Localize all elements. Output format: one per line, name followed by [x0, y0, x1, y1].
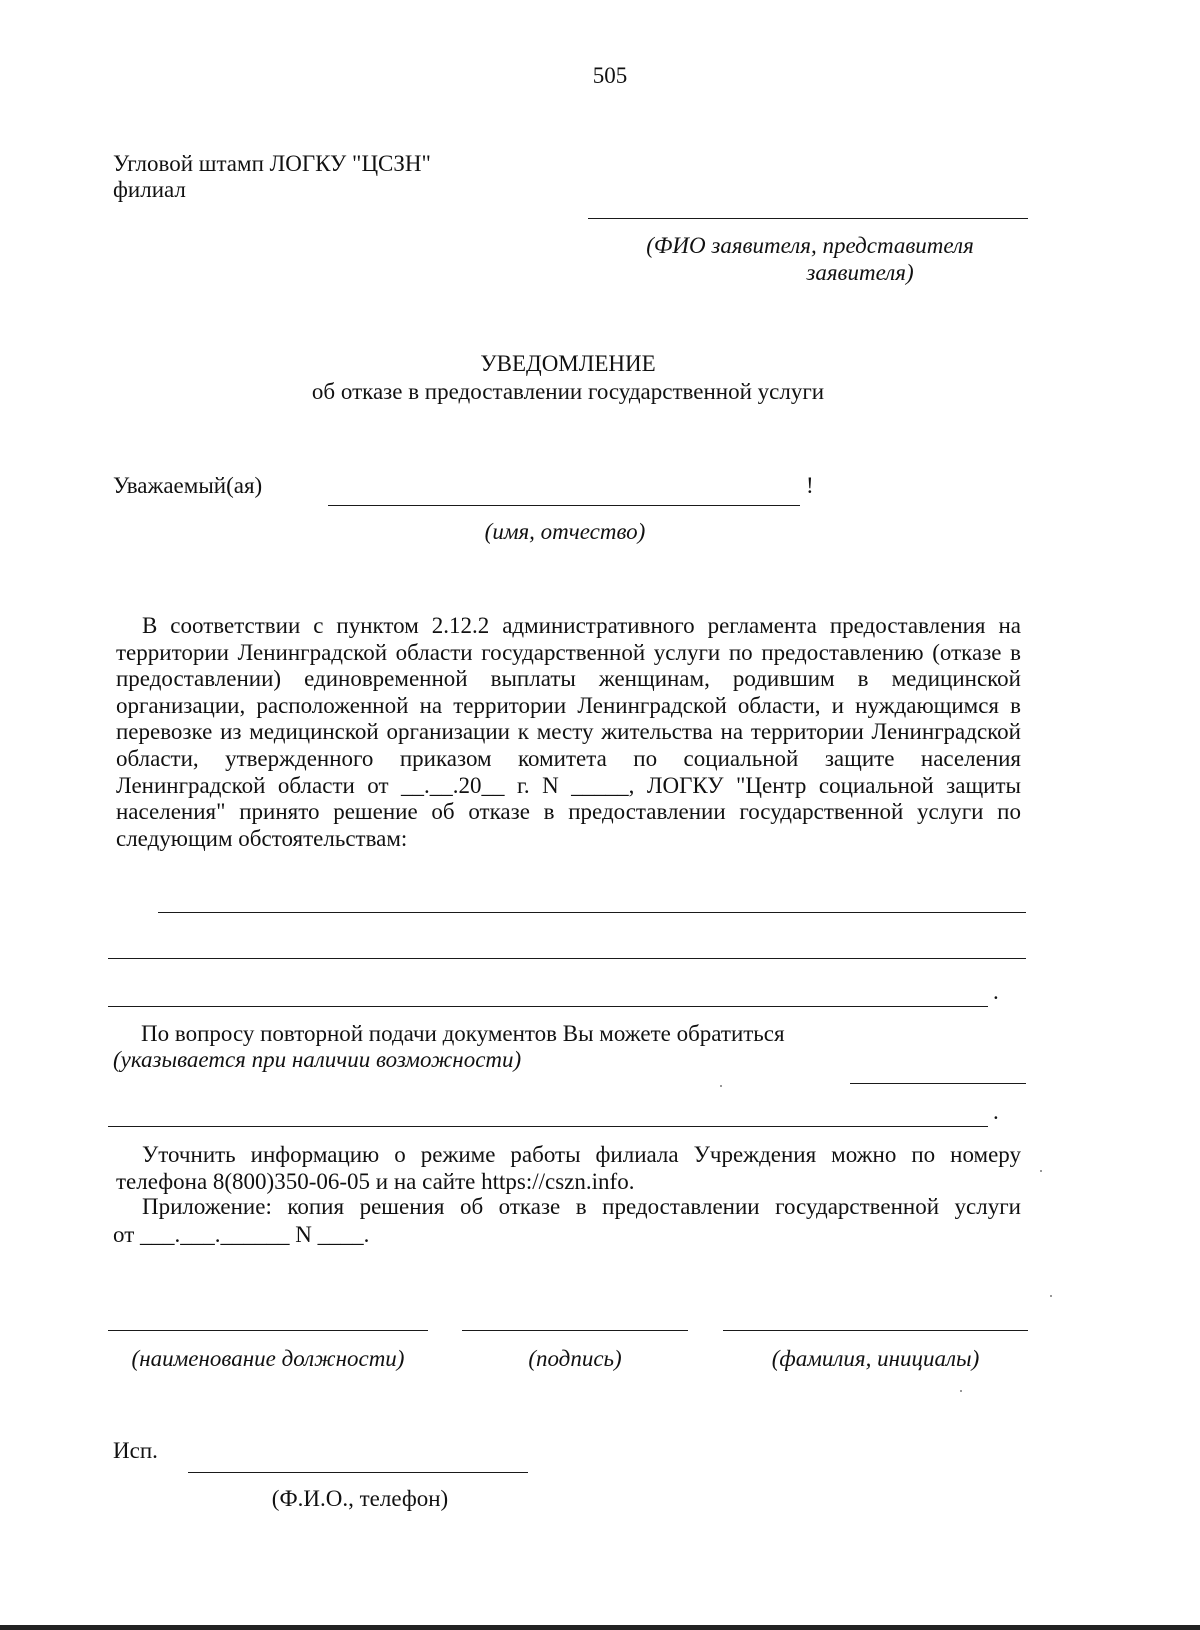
greeting-exclamation: ! [806, 473, 814, 498]
scan-bottom-edge [0, 1625, 1200, 1630]
resubmit-note: (указывается при наличии возможности) [113, 1047, 522, 1072]
executor-line [188, 1472, 528, 1473]
info-paragraph-text: Уточнить информацию о режиме работы филиала Учреждения можно по номеру телефона 8(800)350-06-05 и на сайте https://cszn.info. [116, 1142, 1021, 1194]
applicant-name-line [588, 218, 1028, 219]
main-paragraph [116, 613, 1021, 852]
executor-label: Исп. [113, 1438, 158, 1463]
document-title: УВЕДОМЛЕНИЕ [480, 351, 656, 376]
greeting-name-line [328, 505, 800, 506]
resubmit-line-1 [850, 1083, 1026, 1084]
scan-speck [720, 1085, 722, 1087]
name-caption: (фамилия, инициалы) [771, 1346, 980, 1371]
position-caption: (наименование должности) [131, 1346, 405, 1371]
attachment-paragraph [116, 1194, 1021, 1221]
page-number: 505 [592, 63, 628, 88]
resubmit-text: По вопросу повторной подачи документов Вы можете обратиться [141, 1021, 785, 1046]
executor-caption: (Ф.И.О., телефон) [271, 1486, 449, 1511]
scan-speck [960, 1390, 962, 1392]
info-paragraph [116, 1142, 1021, 1195]
attachment-text: Приложение: копия решения об отказе в предоставлении государственной услуги [142, 1194, 1021, 1219]
greeting-caption: (имя, отчество) [484, 519, 646, 544]
reason-line-3 [108, 1006, 988, 1007]
attachment-date-line: от ___.___.______ N ____. [113, 1222, 370, 1247]
stamp-line-1: Угловой штамп ЛОГКУ "ЦСЗН" [113, 151, 431, 176]
reason-end-dot: . [993, 979, 999, 1004]
reason-line-2 [108, 958, 1026, 959]
applicant-caption-line-1: (ФИО заявителя, представителя [646, 233, 974, 258]
scan-speck [1050, 1295, 1052, 1297]
reason-line-1 [158, 912, 1026, 913]
resubmit-end-dot: . [993, 1099, 999, 1124]
signature-line [462, 1330, 688, 1331]
position-line [108, 1330, 428, 1331]
greeting-label: Уважаемый(ая) [113, 473, 263, 498]
scan-speck [1040, 1170, 1042, 1172]
signature-caption: (подпись) [528, 1346, 622, 1371]
stamp-line-2: филиал [113, 177, 186, 202]
applicant-caption-line-2: заявителя) [806, 260, 914, 285]
name-line [723, 1330, 1028, 1331]
resubmit-line-2 [108, 1126, 988, 1127]
main-paragraph-text: В соответствии с пунктом 2.12.2 административного регламента предоставления на территории Ленинградской области государственной услуги по предоставлению (отказе в предоставлении) единовременной выплаты женщинам, родившим в медицинской организации, расположенной на территории Ленинградской области, и нуждающимся в перевозке из медицинской организации к месту жительства на территории Ленинградской области, утвержденного приказом комитета по социальной защите населения Ленинградской области от __.__.20__ г. N _____, ЛОГКУ "Центр социальной защиты населения" принято решение об отказе в предоставлении государственной услуги по следующим обстоятельствам: [116, 613, 1021, 851]
document-subtitle: об отказе в предоставлении государственной услуги [311, 379, 825, 404]
